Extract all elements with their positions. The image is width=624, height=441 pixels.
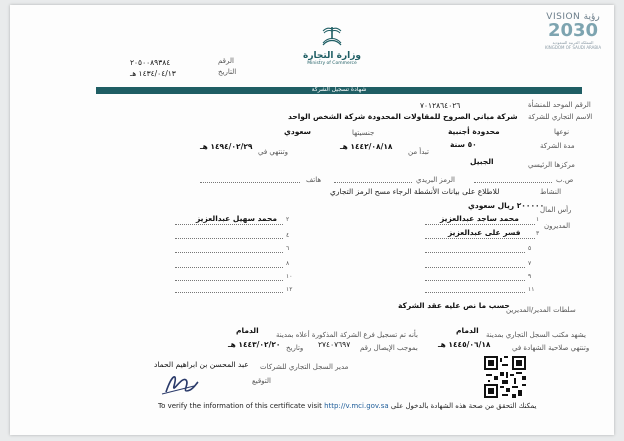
cert-number-label: الرقم <box>218 57 234 65</box>
manager-name: محمد ساجد عبدالعزيز <box>440 214 519 223</box>
authority-value: حسب ما نص عليه عقد الشركة <box>398 301 510 310</box>
cert-number-value: ٢٠٥٠٠٨٩٣٨٤ <box>130 58 171 67</box>
activity-value: للاطلاع على بيانات الأنشطة الرجاء مسح الرمز التجاري <box>330 187 500 196</box>
footer-line1-a: يشهد مكتب السجل التجاري بمدينة <box>486 331 586 339</box>
verify-url-link[interactable]: http://v.mci.gov.sa <box>324 402 389 410</box>
vision-2030-logo: VISION رؤية 2030 المملكة العربية السعودية KINGDOM OF SAUDI ARABIA <box>544 12 602 50</box>
start-date-value: ١٤٤٢/٠٨/١٨ هـ <box>340 142 393 151</box>
verify-ar: يمكنك التحقق من صحة هذه الشهادة بالدخول على <box>390 402 537 410</box>
manager-num: ١٢ <box>286 286 293 293</box>
postal-code-label: الرمز البريدي <box>416 176 455 184</box>
manager-num: ٥ <box>528 245 532 252</box>
receipt-value: ٢٧٤٠٧٦٩٧ <box>318 340 351 349</box>
ministry-emblem: وزارة التجارة Ministry of Commerce <box>300 25 364 66</box>
phone-line <box>200 182 300 183</box>
cert-date-label: التاريخ <box>218 68 237 76</box>
manager-num: ٦ <box>286 245 290 252</box>
po-box-line <box>474 182 552 183</box>
duration-value: ٥٠ سنة <box>450 140 477 149</box>
footer-expiry-label: وتنتهي صلاحية الشهادة في <box>512 344 590 352</box>
verify-en: To verify the information of this certificate visit <box>158 402 322 410</box>
phone-label: هاتف <box>306 176 322 184</box>
verify-line <box>158 402 537 410</box>
palm-swords-icon <box>319 25 345 47</box>
manager-line <box>175 238 283 239</box>
manager-name: محمد سهيل عبدالعزيز <box>196 214 277 223</box>
manager-line <box>175 280 283 281</box>
trade-name-label: الاسم التجاري للشركة <box>528 113 593 121</box>
capital-label: رأس المال <box>540 206 572 214</box>
manager-line <box>425 252 525 253</box>
receipt-label: بموجب الإيصال رقم <box>360 344 418 352</box>
end-date-value: ١٤٩٤/٠٢/٢٩ هـ <box>200 142 253 151</box>
manager-line <box>425 280 525 281</box>
end-date-label: وتنتهي في <box>258 148 289 156</box>
manager-num: ٨ <box>286 260 290 267</box>
footer-city2: الدمام <box>236 326 259 335</box>
company-type-value: محدودة أجنبية <box>448 127 500 136</box>
manager-num: ١٠ <box>286 273 293 280</box>
footer-line1-b: بأنه تم تسجيل فرع الشركة المذكورة أعلاه بمدينة <box>276 331 418 339</box>
manager-name: فسر على عبدالعزيز <box>448 228 521 237</box>
manager-line <box>425 224 535 225</box>
manager-num: ٧ <box>528 260 532 267</box>
nationality-label: جنسيتها <box>352 129 375 137</box>
duration-label: مدة الشركة <box>540 142 575 150</box>
signature-label: التوقيع <box>252 377 271 385</box>
receipt-date-value: ١٤٤٣/٠٢/٢٠ هـ <box>228 340 281 349</box>
unified-number-value: ٧٠١٢٨٦٤٠٢٦ <box>420 101 461 110</box>
manager-num: ١١ <box>528 286 535 293</box>
company-type-label: نوعها <box>554 128 570 136</box>
manager-num: ٤ <box>286 232 290 239</box>
manager-num: ١ <box>536 216 540 223</box>
cert-date-value: ١٤٣٤/٠٤/١٣ هـ <box>130 69 176 78</box>
hq-label: مركزها الرئيسي <box>528 161 575 169</box>
footer-city1: الدمام <box>456 326 479 335</box>
manager-num: ٣ <box>536 230 540 237</box>
receipt-date-label: وتاريخ <box>286 344 304 352</box>
registrar-name: عبد المحسن بن ابراهيم الحماد <box>154 360 249 369</box>
manager-line <box>175 267 283 268</box>
manager-line <box>175 224 283 225</box>
manager-line <box>425 238 535 239</box>
start-date-label: تبدأ من <box>408 148 429 156</box>
registrar-label: مدير السجل التجاري للشركات <box>260 363 349 371</box>
manager-num: ٩ <box>528 273 532 280</box>
postal-code-line <box>334 182 412 183</box>
manager-line <box>425 267 525 268</box>
unified-number-label: الرقم الموحد للمنشأة <box>528 101 591 109</box>
trade-name-value: شركة مباني الصروح للمقاولات المحدودة شركة الشخص الواحد <box>288 112 518 121</box>
footer-expiry-value: ١٤٤٥/٠٦/١٨ هـ <box>438 340 491 349</box>
po-box-label: ص.ب <box>556 176 574 184</box>
title-bar <box>96 87 582 94</box>
manager-line <box>175 292 283 293</box>
certificate-title: شهادة تسجيل الشركة <box>311 86 367 93</box>
capital-value: ٢٠٠٠٠٠ ريال سعودي <box>468 201 545 210</box>
manager-num: ٢ <box>286 216 290 223</box>
nationality-value: سعودي <box>284 127 312 136</box>
qr-code[interactable] <box>484 356 526 398</box>
activity-label: النشاط <box>540 188 562 196</box>
hq-value: الجبيل <box>470 157 494 166</box>
managers-label: المديرون <box>544 222 571 230</box>
manager-line <box>425 292 525 293</box>
signature-mark <box>160 370 200 400</box>
manager-line <box>175 252 283 253</box>
authority-label: سلطات المدير/المديرين <box>506 306 576 314</box>
